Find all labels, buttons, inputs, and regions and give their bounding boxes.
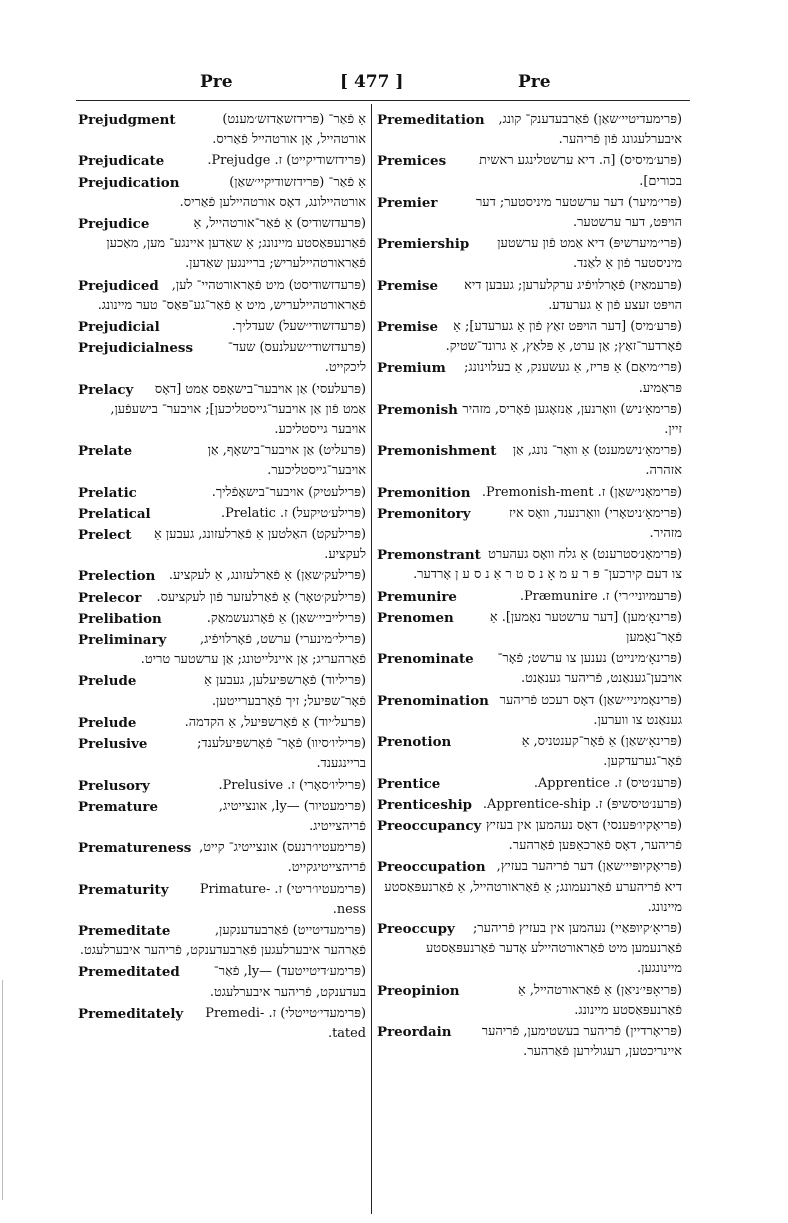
entry-headword: Preliminary [78,632,167,649]
dictionary-entry [377,732,682,772]
entry-definition: (פּרינאָמיניי׳שאַן) דאָס רעכט פֿריהער גענאַנט צו ווערען. [499,692,682,728]
dictionary-entry [78,380,366,441]
entry-headword: Premonitory [377,505,471,522]
entry-headword: Premonition [377,484,471,501]
dictionary-entry [377,358,682,398]
entry-headword: Prelatical [78,505,151,522]
page-number: [ 477 ] [340,72,404,92]
entry-headword: Prejudicial [78,319,160,336]
entry-definition: (פּרילעק׳טאָר) אַ פֿאַרלעזער פֿון לעקציעס. [156,589,366,605]
entry-headword: Prenomen [377,609,454,626]
entry-definition: (פּרעדזשודיס) אַ פֿאַר־אורטהייל, אַ פֿאַרנעפּאַסטע מיינונג; אַ שאַדען איינגע־ מען, מאַכען פֿאַראורטהיילעריש; בריינגען שאַדען. [106,216,366,272]
entry-definition: (פּרילעטיק) אויבער־בישאָפֿליך. [211,484,366,500]
dictionary-entry [377,608,682,648]
entry-headword: Preordain [377,1023,452,1040]
entry-definition: (פּריאָקיו׳פּענסי) דאָס נעהמען אין בעזיץ פֿריהער, דאָס פֿאַרכאַפּען פֿאַרהער. [485,817,682,854]
entry-definition: (פּרי׳מיערשיפּ) דיא אַמט פֿון ערשטען מיניסטער פֿון אַ לאַנד. [497,236,682,272]
entry-headword: Prelate [78,443,133,460]
dictionary-entry [78,776,366,796]
entry-definition: (פּרימעטיו׳ריטי) ז. Primature-ness. [199,881,366,917]
entry-definition: (פּרידזשודיקייט) ז. Prejudge. [207,153,366,169]
dictionary-entry [78,276,366,316]
dictionary-entry [78,110,366,150]
entry-definition: (פּרילעקט) האַלטען אַ פֿאַרלעזונג, געבען אַ לעקציע. [154,527,366,563]
entry-headword: Prenominate [377,651,474,668]
entry-definition: (פּרינאָ׳שאַן) אַ פֿאָר־קענטניס, אַ פֿאָר־גערעדקען. [521,734,682,770]
entry-headword: Prelibation [78,610,162,627]
entry-headword: Prematureness [78,840,192,857]
entry-headword: Premunire [377,588,457,605]
entry-definition: (פּרימע׳דיטייטעד) —ly, פֿאַר־ בעדענקט, פֿריהער איבערלעגט. [209,964,366,1000]
entry-headword: Prejudication [78,174,180,191]
dictionary-entry [78,734,366,774]
dictionary-entry [377,151,682,191]
entry-definition: (פּרענ׳טיס) ז. Apprentice. [533,775,682,791]
entry-definition: (פּרילייביי׳שאַן) אַ פֿאָרגעשמאַק. [206,610,366,626]
dictionary-entry [78,173,366,213]
entry-headword: Prenotion [377,734,452,751]
entry-headword: Premise [377,277,438,294]
dictionary-entry [377,483,682,503]
entry-definition: (פּריליו׳סאָרי) ז. Prelusive. [218,777,366,793]
dictionary-entry [377,981,682,1021]
entry-headword: Premium [377,360,446,377]
dictionary-entry [78,504,366,524]
dictionary-entry [377,1022,682,1062]
entry-headword: Preoccupation [377,859,486,876]
dictionary-entry [78,525,366,565]
entry-definition: (פּרעדזשודיסט) מיט פֿאַראורטהיי־ לען, פֿאַראורטהיילעריש, מיט אַ פֿאַר־גע־פּאַס־ טער מיינונג. [97,277,366,313]
dictionary-entry [78,441,366,481]
entry-headword: Prejudicate [78,153,165,170]
entry-definition: (פּרינאָ׳מען) [דער ערשטער נאָמען]. אַ פֿאָר־נאָמען [489,609,682,646]
entry-headword: Preoccupancy [377,817,482,834]
entry-headword: Premices [377,153,447,170]
entry-definition: (פּרע׳מיסיס) [ה. דיא ערשטלינגע ראשית בכורים]. [479,153,682,189]
entry-headword: Premeditately [78,1005,184,1022]
entry-definition: (פּרילעק׳שאַן) אַ פֿאַרלעזונג, אַ לעקציע. [168,568,366,584]
entry-headword: Prelacy [78,381,134,398]
entry-headword: Premiership [377,236,470,253]
entry-headword: Premise [377,319,438,336]
entry-headword: Premonish [377,401,458,418]
entry-definition: (פּרעליט) אַן אויבער־בישאָף, אַן אויבער־גייסטליכער. [207,443,366,479]
dictionary-entry [377,110,682,150]
column-divider [371,104,372,1214]
dictionary-entry [78,838,366,878]
dictionary-entry [377,649,682,689]
dictionary-entry [377,545,682,585]
entry-headword: Premier [377,194,438,211]
dictionary-entry [377,587,682,607]
header-left-word: Pre [200,72,233,92]
entry-headword: Prenticeship [377,796,473,813]
entry-definition: (פּרי׳מיאַם) אַ פּריז, אַ געשענק, אַ בעלוינונג; פּראַמיע. [464,360,682,396]
dictionary-entry [78,630,366,670]
entry-definition: (פּרימעדיטיי׳שאַן) פֿאַרבעדענק־ קונג, איבערלעגונג פֿון פֿריהער. [498,112,682,148]
entry-definition: (פּרעלעסי) אַן אויבער־בישאָפס אַמט [דאָס אַמט פֿון אַן אויבער־גייסטליכען]; אויבער־ בישעפֿען, אויבער גייסטליכע. [110,381,366,438]
entry-definition: (פּרימעדי׳טייטלי) ז. Premedi-tated. [205,1005,366,1041]
entry-definition: (פּרימאָנ׳סטרענט) אַ גלח וואָס געהערט צו דעם קירכען־ פּ ר ע מ אָ נ ס ט ר אַ נ ס ע ן אָרדער. [413,547,682,583]
dictionary-entry [377,276,682,316]
entry-definition: (פּריאָרדיין) פֿריהער בעשטימען, פֿריהער איינריכטען, רעגולירען פֿאַרהער. [481,1023,682,1060]
entry-headword: Prelatic [78,484,137,501]
entry-headword: Premonstrant [377,547,481,564]
entry-definition: (פּרעל׳יוד) אַ פֿאָרשפּיעל, אַ הקדמה. [184,714,366,730]
entry-headword: Prelecor [78,589,142,606]
entry-definition: אַ פֿאַר־ (פּרידזשאַדזש׳מענט) אורטהייל, אָן אורטהייל פֿאַריס. [212,112,366,148]
dictionary-entry [78,921,366,961]
dictionary-entry [78,151,366,171]
entry-headword: Prelect [78,527,132,544]
margin-line [2,980,7,1200]
entry-headword: Prematurity [78,881,169,898]
dictionary-entry [377,193,682,233]
entry-definition: (פּרעמיוניי׳רי) ז. Præmunire. [519,588,682,604]
dictionary-entry [78,483,366,503]
entry-headword: Prejudice [78,216,150,233]
entry-headword: Prentice [377,775,441,792]
dictionary-entry [78,962,366,1002]
dictionary-entry [78,609,366,629]
header-right-word: Pre [518,72,551,92]
dictionary-entry [78,797,366,837]
dictionary-entry [377,691,682,731]
entry-headword: Premeditate [78,922,171,939]
entry-definition: (פּרי׳מיער) דער ערשטער מיניסטער; דער הויפּט, דער ערשטער. [475,194,682,231]
dictionary-entry [78,713,366,733]
entry-headword: Prejudgment [78,112,176,128]
dictionary-entry [78,317,366,337]
entry-headword: Prejudicialness [78,340,194,357]
entry-headword: Premeditation [377,112,485,128]
entry-definition: (פּריליו׳סיוו) פֿאָר־ פֿאָרשפּיעלענד; בריינגענד. [197,736,366,772]
entry-definition: (פּרימאָ׳ניש) וואָרנען, אַנזאָגען פֿאָריס, מזהיר זיין. [462,401,682,438]
entry-headword: Preoccupy [377,920,455,937]
entry-headword: Premonishment [377,443,497,460]
entry-definition: (פּרימעדיטייט) פֿאַרבעדענקען, פֿאַרהער איבערלעגען פֿאַרבעדענקט, פֿריהער איבערלעגט. [79,922,366,959]
entry-definition: (פּרימאָני׳שאַן) ז. Premonish-ment. [481,484,682,500]
entry-definition: (פּרימעטיור) —ly, אונצייטיג, פֿריהצייטיג. [218,798,366,834]
entry-headword: Preopinion [377,982,460,999]
dictionary-entry [377,317,682,357]
entry-definition: (פּרילע׳טיקעל) ז. Prelatic. [220,505,366,521]
dictionary-entry [78,880,366,920]
entry-definition: (פּרימעטיו׳רנעס) אונצייטיג־ קייט, פֿריהצייטיגקייט. [199,840,366,876]
dictionary-entry [78,214,366,275]
dictionary-entry [377,795,682,815]
entry-definition: (פּרעדזשודי׳שעלנעס) שעד־ ליכקייט. [227,340,366,376]
entry-definition: (פּרעדזשודי׳שעל) שעדליך. [231,319,366,335]
entry-definition: (פּריאָפּי׳ניאַן) אַ פֿאַראורטהייל, אַ פֿאַרנעפּאַסטע מיינונג. [517,982,682,1018]
dictionary-entry [377,400,682,440]
left-column [78,110,366,1045]
dictionary-entry [78,588,366,608]
entry-headword: Premeditated [78,964,180,981]
entry-headword: Premature [78,798,158,815]
entry-definition: (פּרענ׳טיסשיפּ) ז. Apprentice-ship. [482,796,682,812]
dictionary-entry [78,566,366,586]
entry-definition: (פּריאָ׳קיופּאַיי) נעהמען אין בעזיץ פֿריהער; פֿאַרנעמען מיט פֿאַראורטהיילע אָדער פֿאַרנעפּאַסטע מיינונגען. [426,920,682,977]
entry-definition: (פּריליוד) פֿאָרשפּיעלען, געבען אַ פֿאָר־שפּיעל; זיך פֿאָרבערייטען. [204,673,366,709]
dictionary-entry [377,441,682,481]
right-column [377,110,682,1063]
entry-definition: (פּרילי׳מינערי) ערשט, פֿאָרלויפֿיג, פֿאַרהעריג; אַן איינלייטונג; אַן ערשטער טריט. [140,632,366,668]
entry-headword: Prelusory [78,777,150,794]
entry-headword: Prelude [78,673,137,690]
entry-definition: (פּרימאָ׳נישמענט) אַ וואָר־ נונג, אַן אזהרה. [512,443,682,479]
header-rule [76,100,690,101]
entry-definition: (פּריאָקיופּיי׳שאַן) דער פֿריהער בעזיץ, דיא פֿריהערע פֿאַרנעמונג; אַ פֿאַראורטהייל, אַ פֿאַרנעפּאַסטע מיינונג. [384,859,682,915]
dictionary-entry [377,816,682,856]
entry-definition: (פּרימאָ׳ניטאָרי) וואָרנענד, וואָס איז מזהיר. [509,505,682,542]
page-header [80,72,680,98]
entry-definition: אַ פֿאַר־ (פּרידזשודיקיי׳שאַן) אורטהיילונג, דאָס אורטהיילען פֿאַריס. [179,174,366,210]
dictionary-entry [377,919,682,980]
dictionary-entry [377,504,682,544]
entry-headword: Prelection [78,568,156,585]
entry-headword: Prelude [78,714,137,731]
dictionary-entry [377,774,682,794]
dictionary-entry [78,338,366,378]
entry-headword: Prenomination [377,692,489,709]
entry-headword: Prejudiced [78,277,159,294]
dictionary-entry [377,234,682,274]
entry-definition: (פּרינאָ׳מינייט) נענען צו ערשט; פֿאָר־ אויבען־גענאַנט, פֿריהער גענאַנט. [497,651,682,687]
entry-definition: (פּרעמאַיז) פֿאָרלויפֿיג ערקלערען; געבען דיא הויפּט זעצע פֿון אַ גערעדע. [464,277,682,313]
dictionary-entry [78,1004,366,1044]
dictionary-entry [78,671,366,711]
dictionary-entry [377,857,682,918]
entry-definition: (פּרע׳מיס) [דער הויפּט זאַץ פֿון אַ גערעדע]; אַ פֿאָרדער־זאַץ; אַן ערט, אַ פּלאַץ, אַ גרונד־שטיק. [445,319,682,355]
entry-headword: Prelusive [78,736,148,753]
